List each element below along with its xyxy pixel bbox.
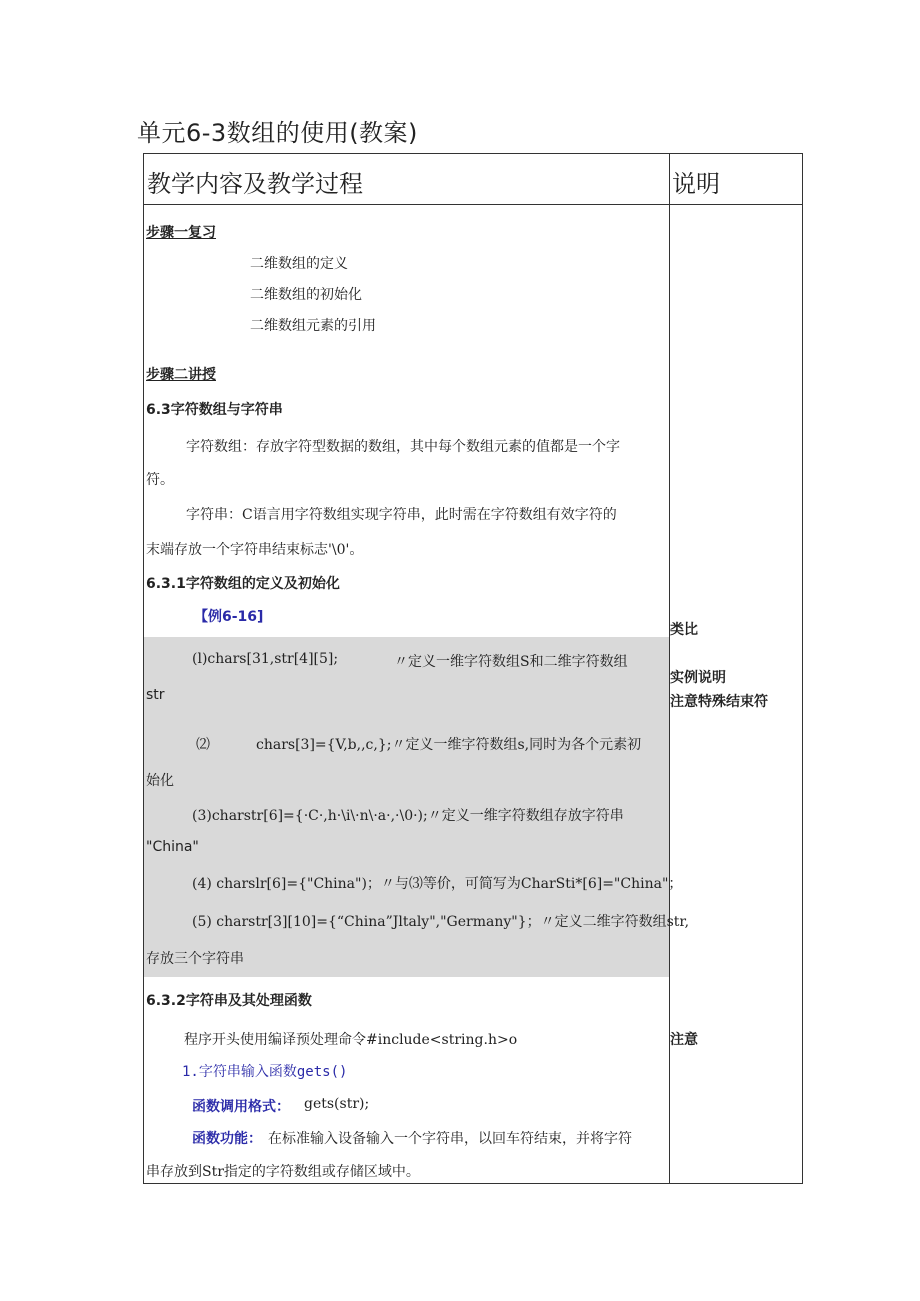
function-label: 函数功能：: [192, 1131, 262, 1147]
char-array-definition-line1: 字符数组：存放字符型数据的数组，其中每个数组元素的值都是一个字: [186, 439, 620, 455]
code-line2-continuation: 始化: [146, 773, 174, 789]
code-line3-continuation: "China": [146, 839, 199, 855]
section-6-3-1-heading: 6.3.1字符数组的定义及初始化: [146, 576, 340, 592]
include-directive-line: 程序开头使用编译预处理命令#include<string.h>o: [184, 1032, 518, 1048]
lesson-table: [143, 153, 803, 1184]
call-format-label: 函数调用格式：: [192, 1099, 290, 1115]
step1-item-3: 二维数组元素的引用: [250, 318, 376, 334]
header-divider: [144, 204, 802, 205]
header-content-process: 教学内容及教学过程: [147, 170, 363, 198]
code-line5-statement: (5) charstr[3][10]={“China”Jltaly","Germany"}；〃定义二维字符数组str,: [192, 914, 690, 930]
example-label: 【例6-16]: [194, 609, 264, 625]
section-6-3-heading: 6.3字符数组与字符串: [146, 402, 283, 418]
document-title: 单元6-3数组的使用(教案): [137, 119, 418, 147]
code-line2-number: ⑵: [196, 737, 210, 753]
gets-function-heading: 1.字符串输入函数gets(): [182, 1064, 348, 1080]
step1-heading: 步骤一复习: [146, 225, 216, 241]
string-definition-line1: 字符串：C语言用字符数组实现字符串，此时需在字符数组有效字符的: [186, 507, 617, 523]
step1-item-2: 二维数组的初始化: [250, 287, 362, 303]
note-attention: 注意: [670, 1032, 698, 1048]
char-array-definition-line2: 符。: [146, 472, 174, 488]
code-line1-statement: (l)chars[31,str[4][5];: [192, 651, 339, 667]
header-notes: 说明: [672, 170, 720, 198]
code-line3-statement: (3)charstr[6]={·C·,h·\i\·n\·a·,·\0·);〃定义一维字符数组存放字符串: [192, 808, 624, 824]
string-definition-line2: 末端存放一个字符串结束标志'\0'。: [146, 542, 364, 558]
note-analogy: 类比: [670, 622, 698, 638]
code-line5-continuation: 存放三个字符串: [146, 951, 244, 967]
note-terminator: 注意特殊结束符: [670, 694, 768, 710]
step2-heading: 步骤二讲授: [146, 367, 216, 383]
code-line2-statement: chars[3]={V,b,,c,};〃定义一维字符数组s,同时为各个元素初: [256, 737, 642, 753]
function-description-line2: 串存放到Str指定的字符数组或存储区域中。: [146, 1164, 420, 1180]
step1-item-1: 二维数组的定义: [250, 256, 348, 272]
code-line4-statement: (4) charslr[6]={"China")；〃与⑶等价，可简写为CharSti*[6]="China"；: [192, 876, 683, 892]
section-6-3-2-heading: 6.3.2字符串及其处理函数: [146, 993, 312, 1009]
code-line1-comment: 〃定义一维字符数组S和二维字符数组: [394, 654, 628, 670]
function-description-line1: 在标准输入设备输入一个字符串，以回车符结束，并将字符: [268, 1131, 632, 1147]
note-example: 实例说明: [670, 670, 726, 686]
code-line1-continuation: str: [146, 687, 165, 703]
call-format-value: gets(str);: [304, 1096, 370, 1112]
